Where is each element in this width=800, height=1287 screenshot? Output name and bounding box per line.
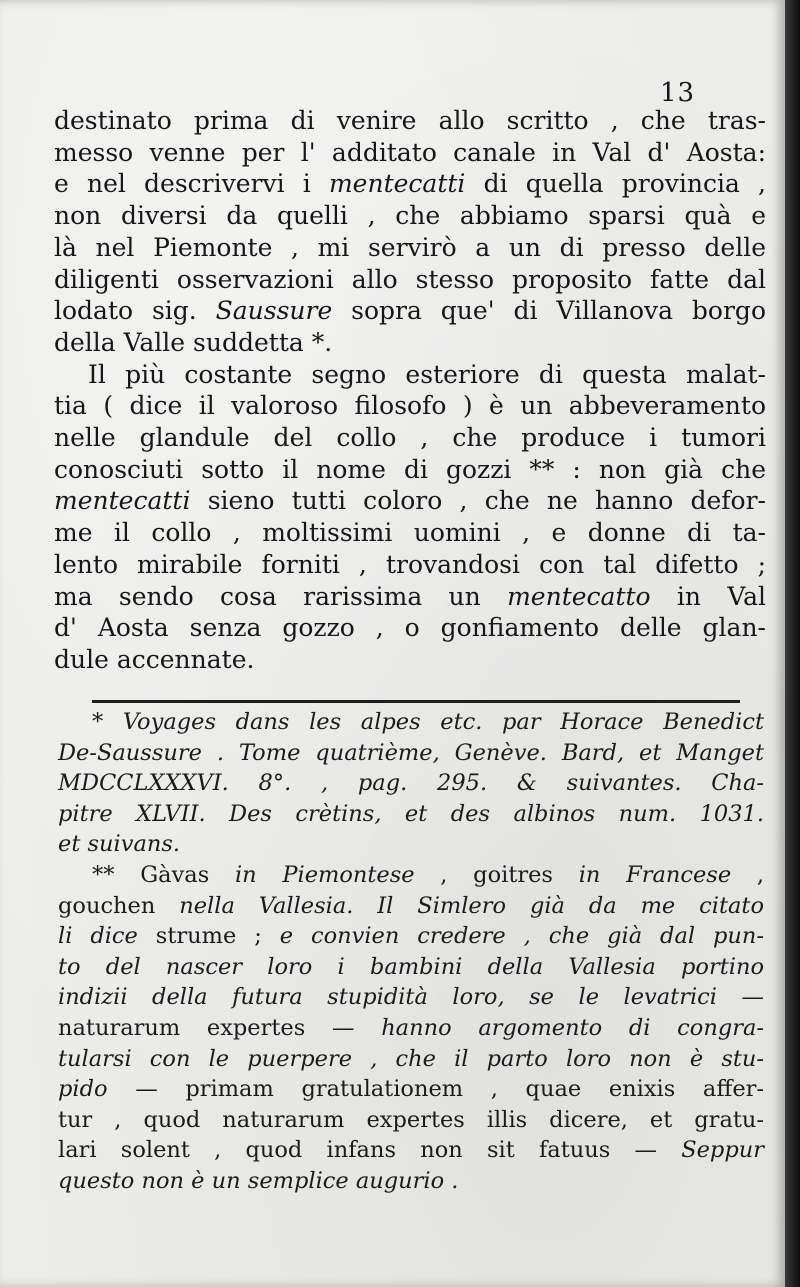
body-line xyxy=(54,644,766,676)
italic-text: indizii della futura stupidità loro, se le levatrici — xyxy=(58,984,764,1011)
body-line xyxy=(54,454,766,486)
body-line xyxy=(54,390,766,422)
italic-text: Seppur xyxy=(681,1137,764,1164)
text-run: messo venne per l' additato canale in Val d' Aosta: xyxy=(54,137,766,167)
footnote-line xyxy=(58,952,764,983)
body-line xyxy=(54,581,766,613)
text-run: tur , quod naturarum expertes illis dicere, et gratu- xyxy=(58,1106,764,1133)
body-line xyxy=(54,264,766,296)
italic-text: in Piemontese xyxy=(234,861,415,888)
text-run: là nel Piemonte , mi servirò a un di presso delle xyxy=(54,232,766,262)
text-run: sieno tutti coloro , che ne hanno defor- xyxy=(190,486,766,516)
footnote-line xyxy=(58,1166,764,1197)
italic-text: in Francese xyxy=(578,861,732,888)
text-run: — primam gratulationem , quae enixis affer- xyxy=(107,1076,764,1103)
text-run: gouchen xyxy=(58,892,180,919)
footnote-line xyxy=(58,738,764,769)
footnote-line xyxy=(58,921,764,952)
italic-text: nella Vallesia. Il Simlero già da me citato xyxy=(179,892,764,919)
footnote-line xyxy=(58,1074,764,1105)
page-number: 13 xyxy=(660,78,696,108)
footnote-line xyxy=(58,982,764,1013)
text-run: , xyxy=(731,861,764,888)
text-run: dule accennate. xyxy=(54,644,255,674)
footnote-line xyxy=(58,1013,764,1044)
text-run: naturarum expertes — xyxy=(58,1014,382,1041)
footnote-line xyxy=(58,1105,764,1136)
footnote-line xyxy=(58,799,764,830)
footnote-line xyxy=(58,829,764,860)
text-run: di quella provincia , xyxy=(465,169,766,199)
text-run: d' Aosta senza gozzo , o gonfiamento delle glan- xyxy=(54,613,766,643)
main-text xyxy=(54,105,766,676)
footnote-line xyxy=(58,1044,764,1075)
footnote-rule xyxy=(92,700,740,703)
footnote-line xyxy=(58,860,764,891)
text-run: della Valle suddetta *. xyxy=(54,327,333,357)
italic-text: li dice xyxy=(58,923,138,950)
footnote-line xyxy=(58,891,764,922)
body-line xyxy=(54,200,766,232)
footnote-line xyxy=(58,1135,764,1166)
italic-text: pido xyxy=(58,1076,108,1103)
body-line xyxy=(54,295,766,327)
text-run: in Val xyxy=(650,581,767,611)
italic-text: mentecatti xyxy=(328,169,466,199)
text-run: nelle glandule del collo , che produce i tumori xyxy=(54,423,766,453)
italic-text: mentecatto xyxy=(507,581,651,611)
text-run: strume ; xyxy=(137,923,280,950)
italic-text: Voyages dans les alpes etc. par Horace Benedict xyxy=(122,709,764,735)
text-run: destinato prima di venire allo scritto , che tras- xyxy=(54,106,766,135)
italic-text: to del nascer loro i bambini della Vallesia portino xyxy=(58,953,764,980)
text-run: e nel descrivervi i xyxy=(54,169,329,199)
body-line xyxy=(54,612,766,644)
text-run: non diversi da quelli , che abbiamo sparsi quà e xyxy=(54,201,766,231)
text-run: ma sendo cosa rarissima un xyxy=(54,581,508,611)
text-run: sopra que' di Villanova borgo xyxy=(332,296,766,326)
footnote-line xyxy=(58,707,764,738)
text-run: conosciuti sotto il nome di gozzi ** : non già che xyxy=(54,454,766,484)
text-run: lento mirabile forniti , trovandosi con tal difetto ; xyxy=(54,549,766,579)
body-line xyxy=(54,517,766,549)
text-run: * xyxy=(92,709,123,735)
page-edge-shadow xyxy=(785,0,800,1287)
footnotes xyxy=(58,707,764,1197)
text-run: tia ( dice il valoroso filosofo ) è un abbeveramento xyxy=(54,391,766,421)
text-run: me il collo , moltissimi uomini , e donne di ta- xyxy=(54,518,766,548)
body-line xyxy=(54,485,766,517)
italic-text: tularsi con le puerpere , che il parto loro non è stu- xyxy=(58,1045,764,1072)
text-run: ** Gàvas xyxy=(92,861,235,888)
italic-text: e convien credere , che già dal pun- xyxy=(279,923,764,950)
text-run: , goitres xyxy=(414,861,579,888)
italic-text: questo non è un semplice augurio . xyxy=(58,1167,459,1194)
italic-text: hanno argomento di congra- xyxy=(381,1014,764,1041)
footnote-line xyxy=(58,768,764,799)
text-run: lodato sig. xyxy=(54,296,216,326)
italic-text: MDCCLXXXVI. 8°. , pag. 295. & suivantes. Cha- xyxy=(58,770,764,797)
italic-text: De-Saussure . Tome quatrième, Genève. Bard, et Manget xyxy=(58,739,764,766)
body-line xyxy=(54,327,766,359)
body-line xyxy=(54,105,766,137)
body-line xyxy=(54,137,766,169)
text-run: lari solent , quod infans non sit fatuus — xyxy=(58,1137,682,1164)
italic-text: mentecatti xyxy=(54,486,191,516)
text-run: Il più costante segno esteriore di questa malat- xyxy=(88,359,766,389)
body-line xyxy=(54,549,766,581)
italic-text: et suivans. xyxy=(58,831,181,858)
text-run: diligenti osservazioni allo stesso proposito fatte dal xyxy=(54,264,766,294)
body-line xyxy=(54,232,766,264)
italic-text: Saussure xyxy=(215,296,333,326)
italic-text: pitre XLVII. Des crètins, et des albinos num. 1031. xyxy=(58,800,764,827)
body-line xyxy=(54,359,766,391)
body-line xyxy=(54,168,766,200)
body-line xyxy=(54,422,766,454)
